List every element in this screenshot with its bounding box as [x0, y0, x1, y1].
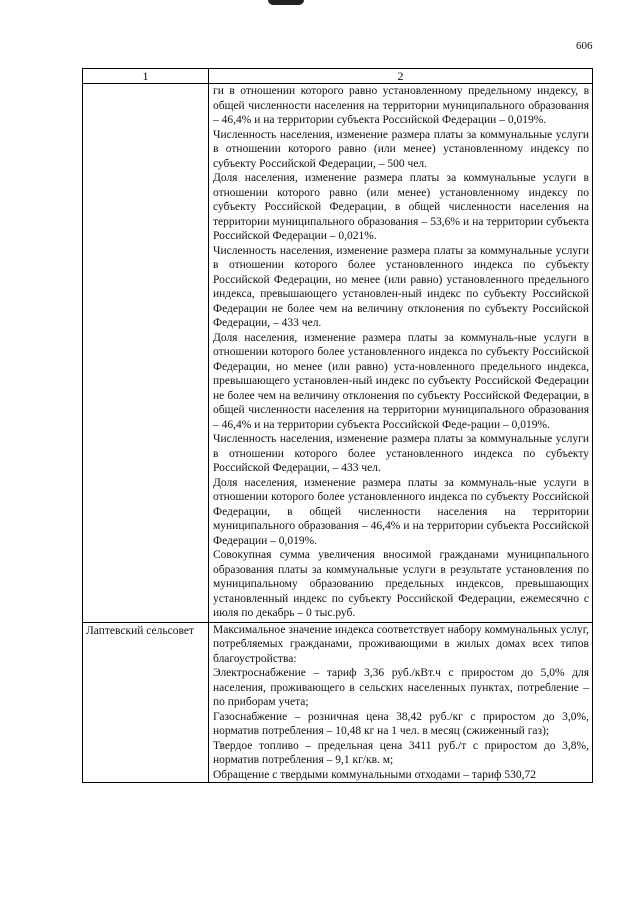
column-header-2: 2 — [209, 69, 593, 84]
paragraph: Максимальное значение индекса соответствует набору коммунальных услуг, потребляемых гражданами, проживающими в жилых домах всех типов благоустройства: — [213, 623, 589, 665]
municipality-name-cell — [83, 84, 209, 623]
paragraph: Численность населения, изменение размера платы за коммунальные услуги в отношении которого более установленного индекса по субъекту Российской Федерации, но менее (или равно) установленного предельного индекса, превышающего установлен-ный индекс по субъекту Российской Федерации не более чем на величину отклонения по субъекту Российской Федерации, – 433 чел. — [213, 244, 589, 329]
paragraph: Обращение с твердыми коммунальными отходами – тариф 530,72 — [213, 768, 536, 781]
paragraph: Твердое топливо – предельная цена 3411 руб./т с приростом до 3,8%, норматив потребления – 9,1 кг/кв. м; — [213, 739, 589, 766]
column-header-1: 1 — [83, 69, 209, 84]
paragraph: Численность населения, изменение размера платы за коммунальные услуги в отношении которого равно (или менее) установленному индексу по субъекту Российской Федерации, – 500 чел. — [213, 128, 589, 170]
document-table — [82, 68, 593, 783]
municipality-name-cell: Лаптевский сельсовет — [83, 622, 209, 782]
table-row — [83, 84, 593, 623]
paragraph: Доля населения, изменение размера платы за коммунальные услуги в отношении которого равно (или менее) установленному индексу по субъекту Российской Федерации, в общей численности населения на территории муниципального образования – 53,6% и на территории субъекта Российской Федерации – 0,021%. — [213, 172, 589, 242]
index-description-cell — [209, 622, 593, 782]
paragraph: Электроснабжение – тариф 3,36 руб./кВт.ч с приростом до 5,0% для населения, проживающего в сельских населенных пунктах, потребление – по приборам учета; — [213, 667, 589, 708]
paragraph: Доля населения, изменение размера платы за коммуналь-ные услуги в отношении которого более установленного индекса по субъекту Российской Федерации, но менее (или равно) уста-новленного предельного индекса, превышающего установлен-ный индекс по субъекту Российской Федерации не более чем на величину отклонения по субъекту Российской Федерации, в общей численности населения на территории муниципального образования – 46,4% и на территории субъекта Российской Феде-рации – 0,019%. — [213, 331, 589, 431]
paragraph: ги в отношении которого равно установленному предельному индексу, в общей численности населения на территории муниципального образования – 46,4% и на территории субъекта Российской Федерации – 0,019%. — [213, 85, 589, 126]
paragraph: Совокупная сумма увеличения вносимой гражданами муниципального образования платы за коммунальные услуги в результате установления по муниципальному образованию предельных индексов, превышающих установленный индекс по субъекту Российской Федерации, ежемесячно с июля по декабрь – 0 тыс.руб. — [213, 549, 589, 619]
index-description-cell — [209, 84, 593, 623]
page-top-mark — [268, 0, 304, 5]
table-header-row — [83, 69, 593, 84]
paragraph: Газоснабжение – розничная цена 38,42 руб./кг с приростом до 3,0%, норматив потребления – 10,48 кг на 1 чел. в месяц (сжиженный газ); — [213, 710, 589, 737]
paragraph: Численность населения, изменение размера платы за коммунальные услуги в отношении которого более установленного индекса по субъекту Российской Федерации, – 433 чел. — [213, 433, 589, 474]
page-number: 606 — [576, 40, 593, 52]
paragraph: Доля населения, изменение размера платы за коммуналь-ные услуги в отношении которого более установленного индекса по субъекту Российской Федерации, в общей численности населения на территории муниципального образования – 46,4% и на территории субъекта Российской Федерации – 0,019%. — [213, 476, 589, 547]
table-row — [83, 622, 593, 782]
